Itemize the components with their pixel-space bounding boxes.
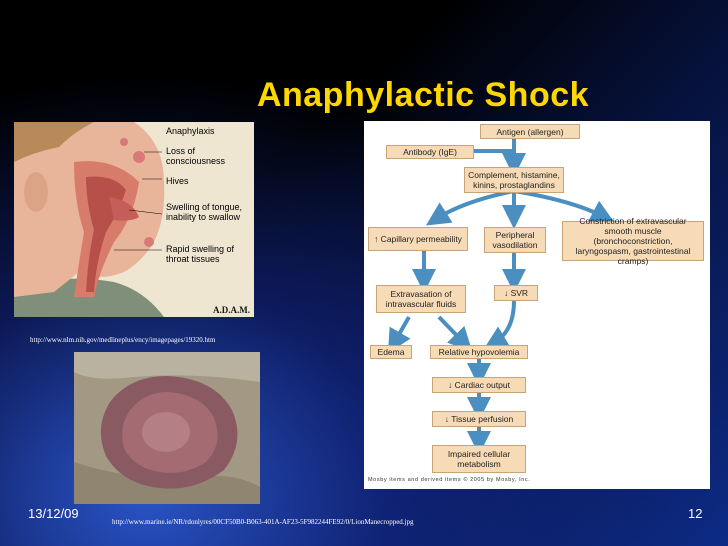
slide-date: 13/12/09 [28, 506, 79, 521]
label-hives: Hives [166, 176, 189, 186]
node-capillary-permeability: ↑ Capillary permeability [368, 227, 468, 251]
node-tissue-perfusion: ↓ Tissue perfusion [432, 411, 526, 427]
node-cardiac-output: ↓ Cardiac output [432, 377, 526, 393]
anatomy-image [14, 122, 254, 317]
label-inability-swallow: inability to swallow [166, 212, 241, 222]
flowchart-credit: Mosby items and derived items © 2005 by Mosby, Inc. [368, 477, 531, 483]
node-impaired-metabolism: Impaired cellular metabolism [432, 445, 526, 473]
node-constriction: Constriction of extravascular smooth muscle (bronchoconstriction, laryngospasm, gastrointestinal cramps) [562, 221, 704, 261]
jellyfish-photo [74, 352, 260, 504]
node-extravasation: Extravasation of intravascular fluids [376, 285, 466, 313]
node-svr: ↓ SVR [494, 285, 538, 301]
label-throat-tissues: throat tissues [166, 254, 220, 264]
node-complement: Complement, histamine, kinins, prostaglandins [464, 167, 564, 193]
node-antibody: Antibody (IgE) [386, 145, 474, 159]
label-swelling-tongue: Swelling of tongue, [166, 202, 243, 212]
label-rapid-swelling: Rapid swelling of [166, 244, 235, 254]
anatomy-source-link[interactable]: http://www.nlm.nih.gov/medlineplus/ency/imagepages/19320.htm [30, 336, 216, 344]
label-consciousness: consciousness [166, 156, 226, 166]
label-loss-of: Loss of [166, 146, 196, 156]
node-relative-hypovolemia: Relative hypovolemia [430, 345, 528, 359]
label-anaphylaxis: Anaphylaxis [166, 126, 215, 136]
node-antigen: Antigen (allergen) [480, 124, 580, 139]
anaphylaxis-flowchart [364, 121, 710, 489]
slide-title: Anaphylactic Shock [256, 76, 590, 114]
jellyfish-source-link[interactable]: http://www.marine.ie/NR/rdonlyres/00CF50B0-B063-401A-AF23-5F982244FE92/0/LionManecropped.jpg [112, 518, 414, 526]
adam-logo: A.D.A.M. [213, 305, 250, 315]
slide-page-number: 12 [688, 506, 703, 521]
node-edema: Edema [370, 345, 412, 359]
jellyfish-illustration [74, 352, 260, 504]
node-peripheral-vasodilation: Peripheral vasodilation [484, 227, 546, 253]
